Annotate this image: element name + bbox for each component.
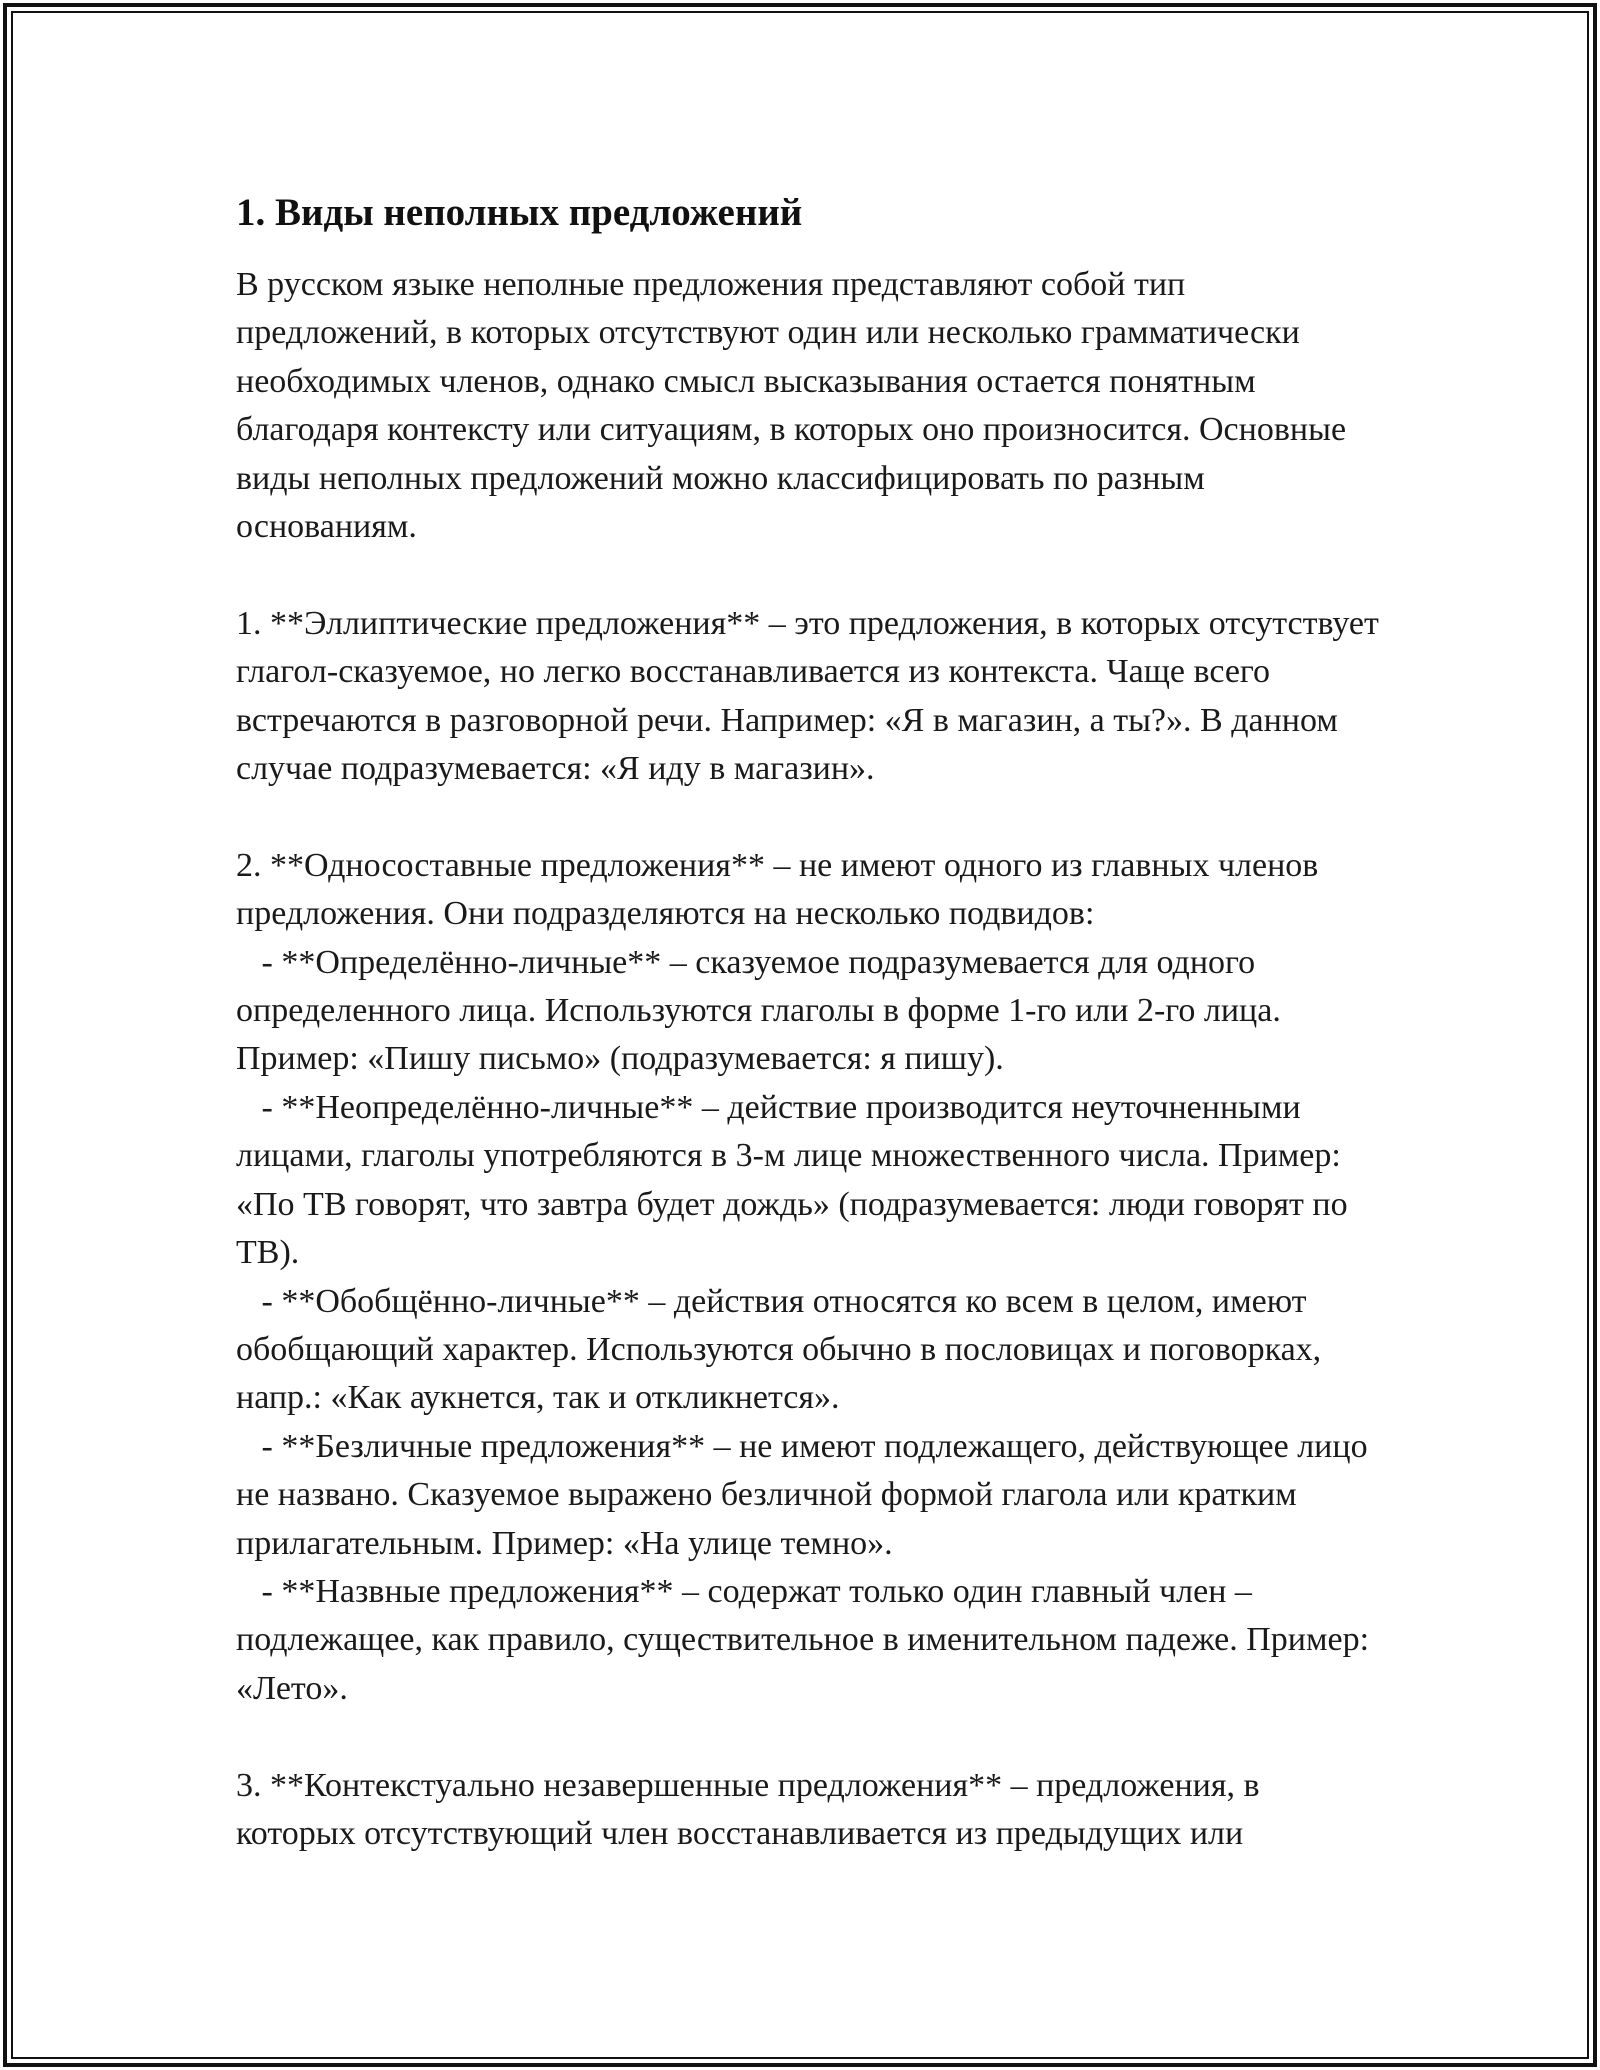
list-item-elliptical: 1. **Эллиптические предложения** – это предложения, в которых отсутствует глагол-сказуемое, но легко восстанавливается из контекста. Чаще всего встречаются в разговорной речи. Например: «Я в магазин, а ты?». В данном случае подразумевается: «Я иду в магазин». — [236, 604, 1388, 788]
section-heading: 1. Виды неполных предложений — [236, 191, 803, 234]
paragraph-spacer — [236, 793, 1386, 841]
subitem-generalized-personal: - **Обобщённо-личные** – действия относятся ко всем в целом, имеют обобщающий характер. Используются обычно в пословицах и поговорках, напр.: «Как аукнется, так и откликнется». — [236, 1282, 1330, 1417]
intro-paragraph: В русском языке неполные предложения представляют собой тип предложений, в которых отсутствуют один или несколько грамматически необходимых членов, однако смысл высказывания остается понятным благодаря контексту или ситуациям, в которых оно произносится. Основные виды неполных предложений можно классифицировать по разным основаниям. — [236, 266, 1355, 546]
list-item-one-member: 2. **Односоставные предложения** – не имеют одного из главных членов предложения. Они подразделяются на несколько подвидов: — [236, 846, 1327, 933]
list-item-contextual: 3. **Контекстуально незавершенные предложения** – предложения, в которых отсутствующий член восстанавливается из предыдущих или — [236, 1766, 1269, 1852]
document-body — [236, 185, 1386, 1858]
subitem-indefinite-personal: - **Неопределённо-личные** – действие производится неуточненными лицами, глаголы употребляются в 3-м лице множественного числа. Пример: «По ТВ говорят, что завтра будет дождь» (подразумевается: люди говорят по ТВ). — [236, 1088, 1357, 1272]
paragraph-spacer — [236, 1713, 1386, 1761]
subitem-impersonal: - **Безличные предложения** – не имеют подлежащего, действующее лицо не названо. Сказуемое выражено безличной формой глагола или кратким прилагательным. Пример: «На улице темно». — [236, 1427, 1377, 1562]
subitem-definite-personal: - **Определённо-личные** – сказуемое подразумевается для одного определенного лица. Используются глаголы в форме 1-го или 2-го лица. Пример: «Пишу письмо» (подразумевается: я пишу). — [236, 943, 1290, 1078]
paragraph-spacer — [236, 551, 1386, 599]
subitem-nominative: - **Назвные предложения** – содержат только один главный член – подлежащее, как правило, существительное в именительном падеже. Пример: «Лето». — [236, 1572, 1378, 1707]
